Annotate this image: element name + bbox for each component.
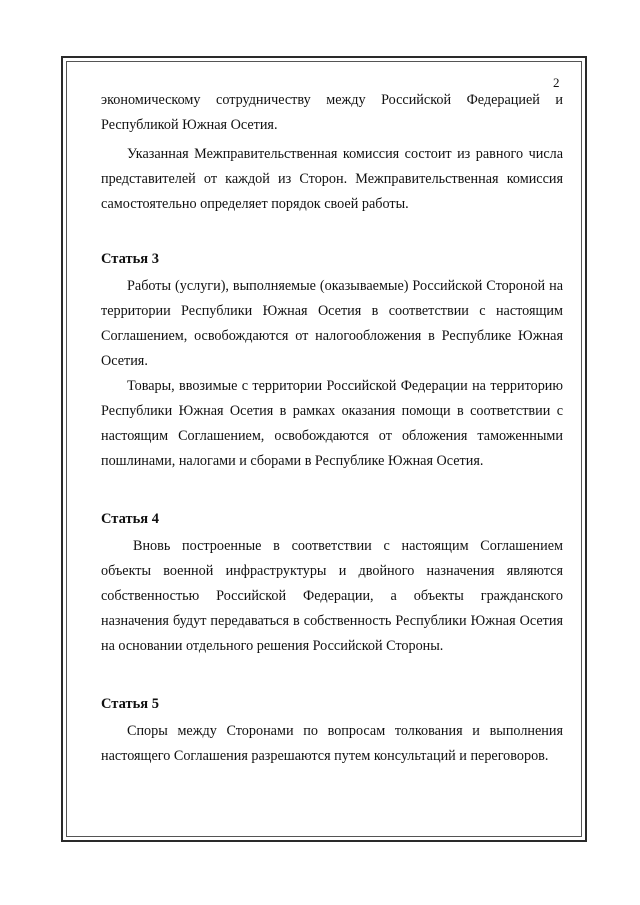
paragraph-continuation: экономическому сотрудничеству между Российской Федерацией и Республикой Южная Осетия. — [101, 92, 563, 133]
article-4-heading: Статья 4 — [101, 511, 159, 527]
paragraph-commission: Указанная Межправительственная комиссия состоит из равного числа представителей от каждой из Сторон. Межправительственная комиссия самостоятельно определяет порядок своей работы. — [101, 146, 563, 212]
article-5-heading: Статья 5 — [101, 696, 159, 712]
article-4-paragraph-1: Вновь построенные в соответствии с настоящим Соглашением объекты военной инфраструктуры и двойного назначения являются собственностью Российской Федерации, а объекты гражданского назначения будут передаваться в собственность Республики Южная Осетия на основании отдельного решения Российской Стороны. — [101, 538, 563, 654]
article-5-paragraph-1: Споры между Сторонами по вопросам толкования и выполнения настоящего Соглашения разрешаются путем консультаций и переговоров. — [101, 723, 563, 764]
article-3-paragraph-2: Товары, ввозимые с территории Российской Федерации на территорию Республики Южная Осетия в рамках оказания помощи в соответствии с настоящим Соглашением, освобождаются от обложения таможенными пошлинами, налогами и сборами в Республике Южная Осетия. — [101, 378, 563, 469]
page-number: 2 — [553, 75, 560, 90]
article-3-paragraph-1: Работы (услуги), выполняемые (оказываемые) Российской Стороной на территории Республики Южная Осетия в соответствии с настоящим Соглашением, освобождаются от налогообложения в Республике Южная Осетия. — [101, 278, 563, 369]
document-body — [101, 88, 563, 769]
article-3-heading: Статья 3 — [101, 251, 159, 267]
